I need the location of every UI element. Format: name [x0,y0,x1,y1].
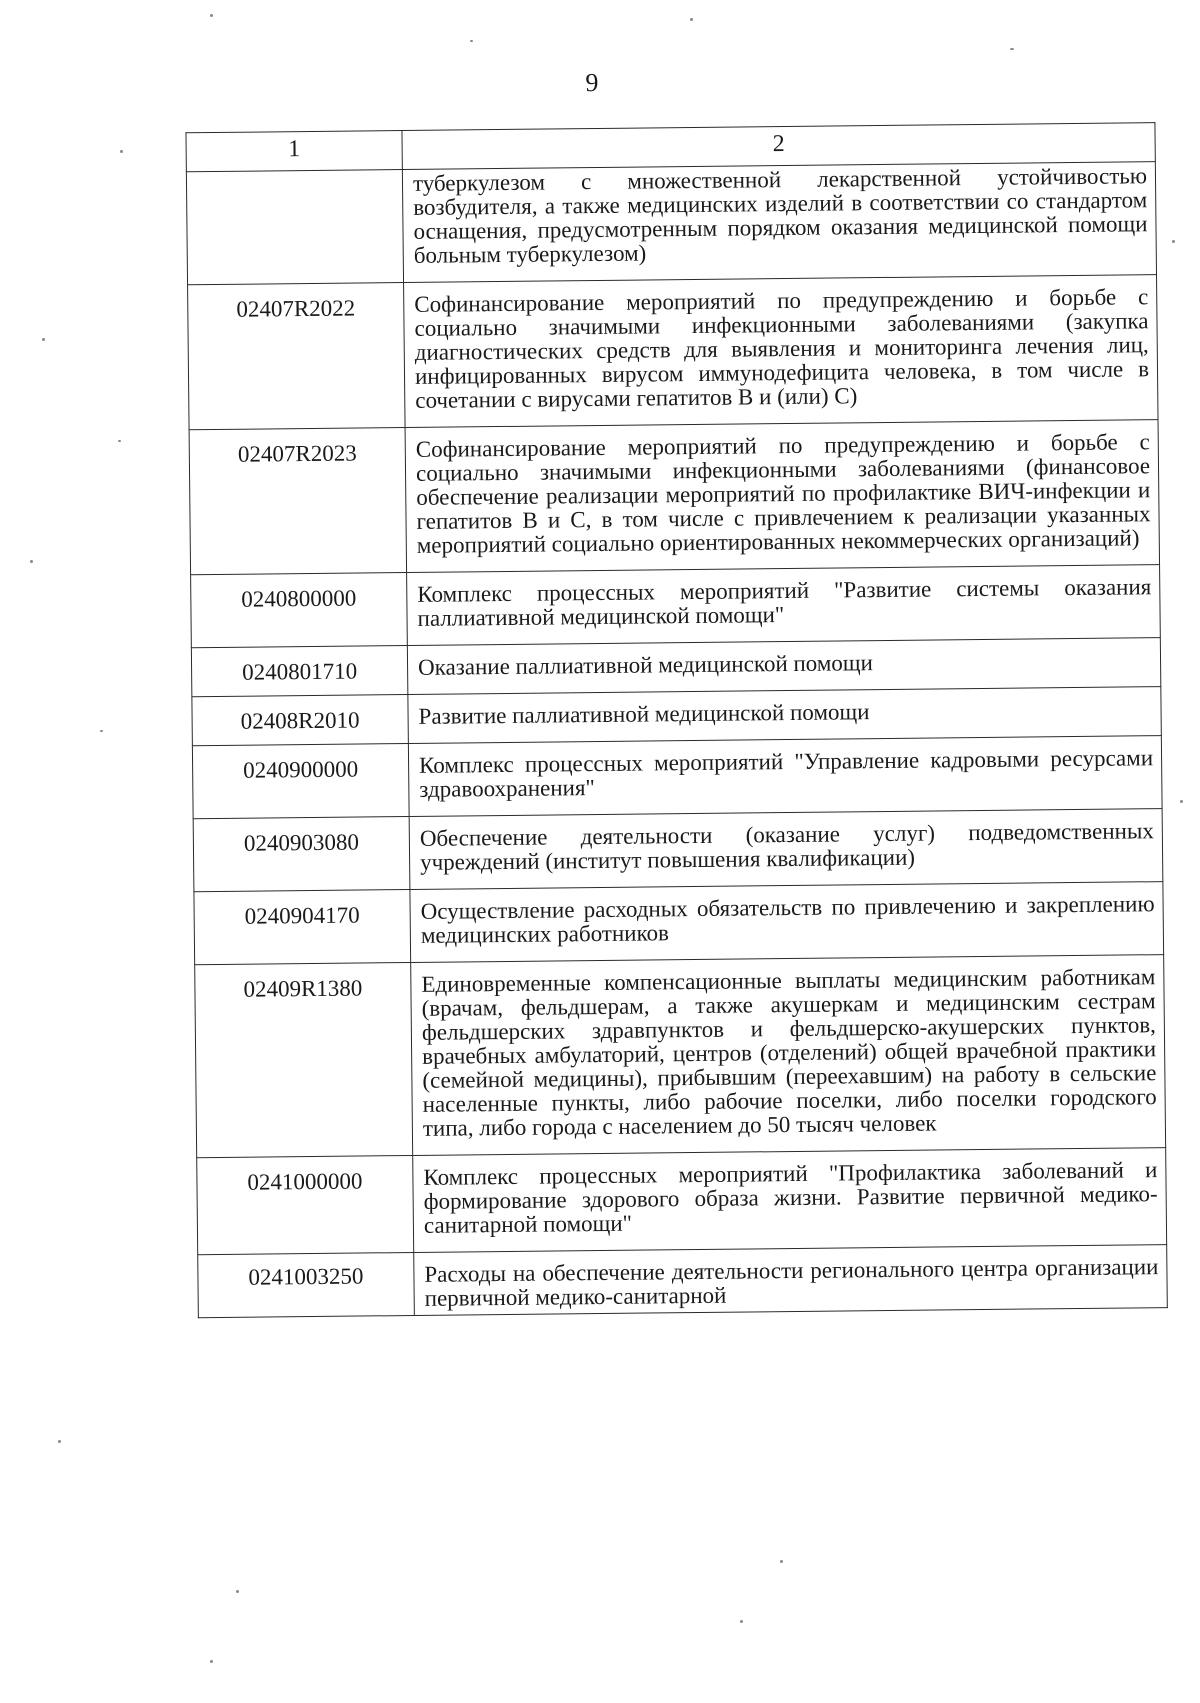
row-code: 02409R1380 [195,962,413,1157]
row-code: 0241003250 [198,1252,415,1317]
row-description: Софинансирование мероприятий по предупреждению и борьбе с социально значимыми инфекционными заболеваниями (закупка диагностических средств для выявления и мониторинга лечения лиц, инфицированных вирусом иммунодефицита человека, в том числе в сочетании с вирусами гепатитов B и (или) C) [404,275,1158,428]
table-row [188,275,1158,430]
table-row [197,1148,1167,1255]
table-row [194,882,1164,965]
row-code: 02408R2010 [192,695,409,746]
row-code: 0240903080 [193,816,410,891]
row-code: 02407R2022 [188,283,406,430]
row-description: Комплекс процессных мероприятий "Управление кадровыми ресурсами здравоохранения" [408,736,1162,817]
row-description: Развитие паллиативной медицинской помощи [408,687,1161,744]
row-description: туберкулезом с множественной лекарственной устойчивостью возбудителя, а также медицинских изделий в соответствии со стандартом оснащения, предусмотренным порядком оказания медицинской помощи больным туберкулезом) [402,162,1156,283]
row-description: Комплекс процессных мероприятий "Развитие системы оказания паллиативной медицинской помощи" [407,565,1161,646]
row-description: Оказание паллиативной медицинской помощи [407,638,1160,695]
row-description: Единовременные компенсационные выплаты медицинским работникам (врачам, фельдшерам, а также акушеркам и медицинским сестрам фельдшерских здравпунктов и фельдшерско-акушерских пунктов, врачебных амбулаторий, центров (отделений) общей врачебной практики (семейной медицины), прибывшим (переехавшим) на работу в сельские населенные пункты, либо рабочие поселки, либо поселки городского типа, либо города с населением до 50 тысяч человек [411,955,1166,1156]
row-code: 02407R2023 [189,428,407,575]
row-code: 0240801710 [191,646,408,697]
table-row [193,809,1163,892]
row-code: 0240904170 [194,889,411,964]
column-header-1: 1 [186,131,402,172]
page-number: 9 [585,67,599,98]
budget-classification-table [185,122,1167,1318]
row-description: Расходы на обеспечение деятельности регионального центра организации первичной медико-санитарной [414,1245,1168,1316]
row-description: Софинансирование мероприятий по предупреждению и борьбе с социально значимыми инфекционными заболеваниями (финансовое обеспечение реализации мероприятий по профилактике ВИЧ-инфекции и гепатитов B и C, в том числе с привлечением к реализации указанных мероприятий социально ориентированных некоммерческих организаций) [405,420,1159,573]
row-description: Обеспечение деятельности (оказание услуг) подведомственных учреждений (институт повышения квалификации) [409,809,1163,890]
table-row [189,420,1159,575]
table-row [198,1245,1168,1318]
column-header-2: 2 [402,123,1155,170]
row-code [186,170,403,285]
table-row [191,565,1161,648]
row-code: 0240900000 [192,744,409,819]
row-description: Комплекс процессных мероприятий "Профилактика заболеваний и формирование здорового образа жизни. Развитие первичной медико-санитарной помощи" [413,1148,1167,1253]
table-row [192,736,1162,819]
table-row [195,955,1166,1158]
row-code: 0241000000 [197,1155,414,1254]
table-row [186,162,1156,285]
row-code: 0240800000 [191,573,408,648]
row-description: Осуществление расходных обязательств по привлечению и закреплению медицинских работников [410,882,1164,963]
